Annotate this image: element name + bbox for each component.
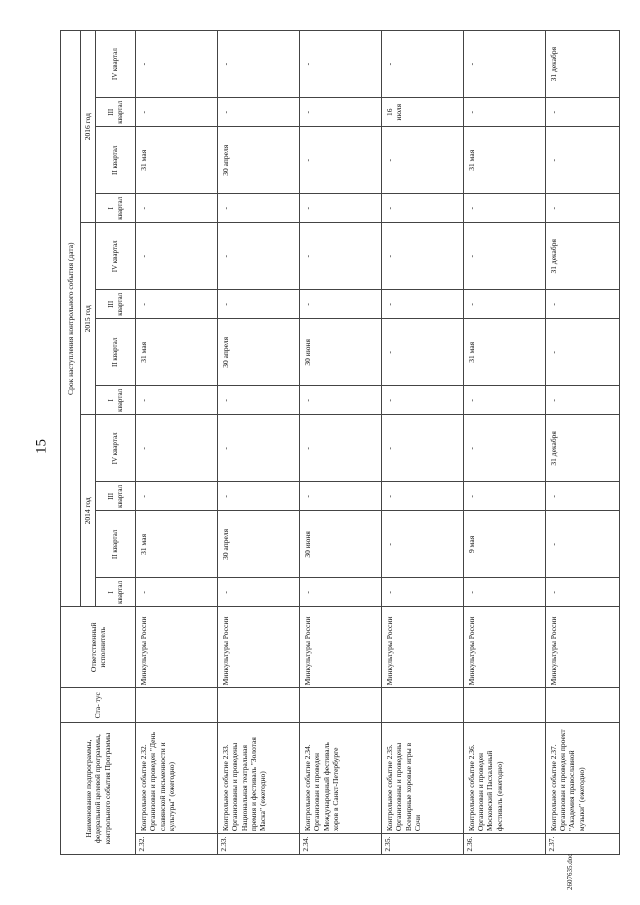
deadline-cell: - (136, 194, 218, 223)
deadline-cell: - (217, 386, 299, 415)
deadline-cell: - (299, 415, 381, 482)
deadline-cell: - (463, 482, 545, 511)
deadline-cell: - (299, 31, 381, 98)
deadline-cell: - (381, 31, 463, 98)
deadline-cell: - (463, 415, 545, 482)
deadline-cell: 31 мая (136, 127, 218, 194)
deadline-cell: - (136, 31, 218, 98)
deadline-cell: 30 апреля (217, 511, 299, 578)
deadline-cell: 16 июля (381, 98, 463, 127)
deadline-cell: - (136, 415, 218, 482)
deadline-cell: - (545, 98, 619, 127)
deadline-cell: - (463, 578, 545, 607)
deadline-cell: - (381, 386, 463, 415)
deadline-cell: - (463, 98, 545, 127)
deadline-cell: 30 июня (299, 511, 381, 578)
table-row (463, 31, 545, 855)
deadline-cell: - (299, 223, 381, 290)
deadline-cell: - (381, 415, 463, 482)
deadline-cell: 31 мая (463, 127, 545, 194)
event-name: Контрольное событие 2.36. Организован и проведен Московский Пасхальный фестиваль (ежегодно) (463, 723, 545, 834)
event-status (217, 688, 299, 723)
deadline-cell: 30 апреля (217, 319, 299, 386)
table-row (217, 31, 299, 855)
deadline-cell: - (136, 482, 218, 511)
responsible-executor: Минкультуры России (299, 607, 381, 688)
quarter-header: III квартал (96, 98, 136, 127)
deadline-cell: - (217, 194, 299, 223)
document-sheet (60, 30, 620, 855)
deadline-cell: - (299, 578, 381, 607)
deadline-cell: - (299, 386, 381, 415)
responsible-executor: Минкультуры России (217, 607, 299, 688)
deadline-cell: 31 декабря (545, 31, 619, 98)
quarter-header: II квартал (96, 511, 136, 578)
deadline-cell: - (299, 290, 381, 319)
table-row (136, 31, 218, 855)
deadline-group-header: Срок наступления контрольного события (дата) (61, 31, 81, 607)
deadline-cell: - (463, 290, 545, 319)
deadline-cell: 31 мая (463, 319, 545, 386)
deadline-cell: - (381, 578, 463, 607)
year-2015-header: 2015 год (81, 223, 96, 415)
quarter-header: III квартал (96, 482, 136, 511)
deadline-cell: - (299, 127, 381, 194)
year-2014-header: 2014 год (81, 415, 96, 607)
deadline-cell: - (545, 578, 619, 607)
quarter-header: II квартал (96, 319, 136, 386)
deadline-cell: - (545, 127, 619, 194)
deadline-cell: - (463, 31, 545, 98)
quarter-header: I квартал (96, 194, 136, 223)
deadline-cell: 31 мая (136, 319, 218, 386)
deadline-cell: 31 мая (136, 511, 218, 578)
event-status (299, 688, 381, 723)
responsible-executor: Минкультуры России (545, 607, 619, 688)
name-column-header: Наименование подпрограммы, федеральной целевой программы, контрольного события Программы (61, 723, 136, 855)
footer-document-code: 2607635.doc (566, 853, 574, 890)
deadline-cell: 30 июня (299, 319, 381, 386)
control-events-table (60, 30, 620, 855)
deadline-cell: - (545, 511, 619, 578)
deadline-cell: - (545, 386, 619, 415)
table-row (545, 31, 619, 855)
quarter-header: IV квартал (96, 223, 136, 290)
deadline-cell: - (545, 319, 619, 386)
quarter-header: I квартал (96, 386, 136, 415)
quarter-header: II квартал (96, 127, 136, 194)
deadline-cell: - (217, 415, 299, 482)
page-number: 15 (33, 439, 50, 454)
row-number: 2.33. (217, 834, 299, 855)
deadline-cell: - (136, 98, 218, 127)
deadline-cell: - (545, 194, 619, 223)
deadline-cell: - (381, 482, 463, 511)
table-row (299, 31, 381, 855)
deadline-cell: - (136, 578, 218, 607)
deadline-cell: 31 декабря (545, 223, 619, 290)
event-status (463, 688, 545, 723)
deadline-cell: 31 декабря (545, 415, 619, 482)
event-status (381, 688, 463, 723)
deadline-cell: 9 мая (463, 511, 545, 578)
responsible-column-header: Ответственный исполнитель (61, 607, 136, 688)
row-number: 2.34. (299, 834, 381, 855)
deadline-cell: - (381, 511, 463, 578)
event-name: Контрольное событие 2.34. Организован и проведен Международный фестиваль хоров в Санкт-Петербурге (299, 723, 381, 834)
responsible-executor: Минкультуры России (463, 607, 545, 688)
quarter-header: IV квартал (96, 415, 136, 482)
deadline-cell: - (381, 319, 463, 386)
event-name: Контрольное событие 2.37. Организован и проведен проект "Академия православной музыки" (ежегодно) (545, 723, 619, 834)
table-row (381, 31, 463, 855)
deadline-cell: - (463, 223, 545, 290)
deadline-cell: - (545, 482, 619, 511)
deadline-cell: - (299, 482, 381, 511)
deadline-cell: - (217, 31, 299, 98)
deadline-cell: - (381, 127, 463, 194)
quarter-header: I квартал (96, 578, 136, 607)
event-name: Контрольное событие 2.33. Организованы и проведены Национальная театральная премия и фестиваль "Золотая Маска" (ежегодно) (217, 723, 299, 834)
status-column-header: Ста- тус (61, 688, 136, 723)
year-2016-header: 2016 год (81, 31, 96, 223)
deadline-cell: - (463, 386, 545, 415)
deadline-cell: - (299, 98, 381, 127)
deadline-cell: 30 апреля (217, 127, 299, 194)
responsible-executor: Минкультуры России (136, 607, 218, 688)
deadline-cell: - (217, 223, 299, 290)
deadline-cell: - (217, 98, 299, 127)
deadline-cell: - (136, 290, 218, 319)
deadline-cell: - (545, 290, 619, 319)
row-number: 2.36. (463, 834, 545, 855)
row-number: 2.35. (381, 834, 463, 855)
event-status (545, 688, 619, 723)
deadline-cell: - (217, 482, 299, 511)
event-name: Контрольное событие 2.32. Организован и проведен "День славянской письменности и культуры" (ежегодно) (136, 723, 218, 834)
deadline-cell: - (217, 290, 299, 319)
responsible-executor: Минкультуры России (381, 607, 463, 688)
quarter-header: III квартал (96, 290, 136, 319)
deadline-cell: - (381, 290, 463, 319)
event-name: Контрольное событие 2.35. Организованы и проведены Всемирные хоровые игры в Сочи (381, 723, 463, 834)
deadline-cell: - (463, 194, 545, 223)
deadline-cell: - (381, 223, 463, 290)
deadline-cell: - (217, 578, 299, 607)
row-number: 2.32. (136, 834, 218, 855)
event-status (136, 688, 218, 723)
quarter-header: IV квартал (96, 31, 136, 98)
deadline-cell: - (136, 223, 218, 290)
row-number: 2.37. (545, 834, 619, 855)
deadline-cell: - (299, 194, 381, 223)
deadline-cell: - (136, 386, 218, 415)
deadline-cell: - (381, 194, 463, 223)
